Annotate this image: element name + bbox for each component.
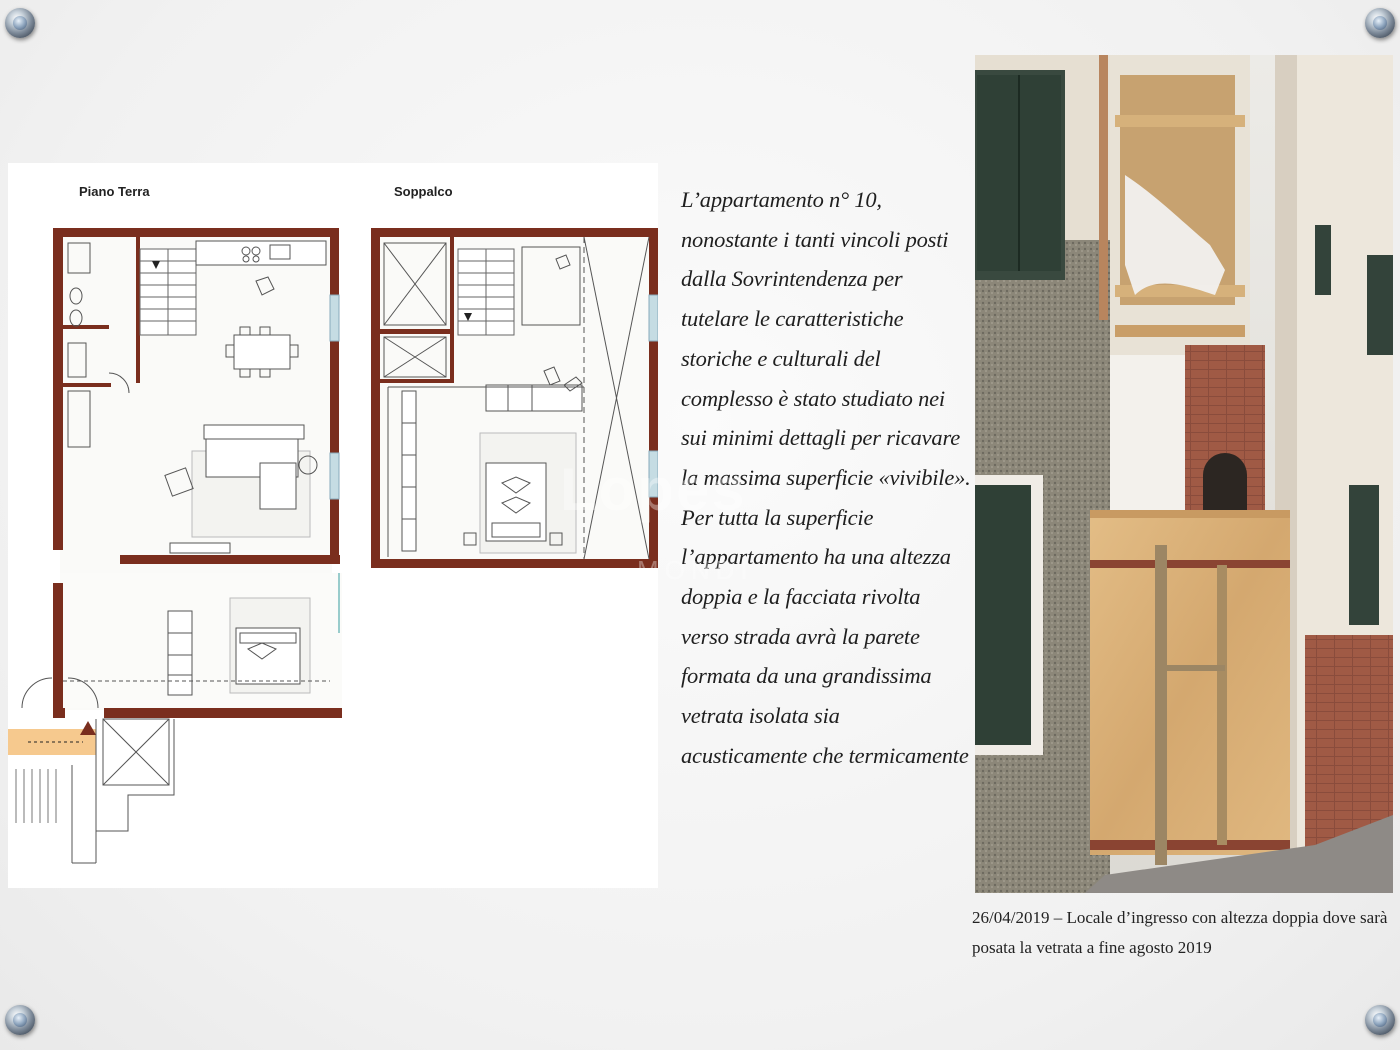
building-facade-drawing xyxy=(975,55,1393,893)
description-paragraph-2: Per tutta la superficie l’appartamento ha una altezza doppia e la facciata rivolta verso strada avrà la parete formata da una grandissima vetrata isolata sia acusticamente che termicamente xyxy=(681,504,969,768)
pushpin-icon xyxy=(5,1005,35,1035)
construction-photo xyxy=(975,55,1393,893)
pushpin-icon xyxy=(1365,1005,1395,1035)
floor-plan-drawing xyxy=(8,163,658,888)
photo-caption: 26/04/2019 – Locale d’ingresso con altezza doppia dove sarà posata la vetrata a fine agosto 2019 xyxy=(972,908,1388,957)
watermark-logo: Lopes xyxy=(560,456,747,523)
pushpin-icon xyxy=(1365,8,1395,38)
watermark-sub: MONDI xyxy=(637,555,754,585)
description-paragraph-1: L’appartamento n° 10, nonostante i tanti vincoli posti dalla Sovrintendenza per tutelare le caratteristiche storiche e culturali del complesso è stato studiato nei sui minimi dettagli per ricavare la massima superficie «vivibile». xyxy=(681,187,971,490)
pushpin-icon xyxy=(5,8,35,38)
mezzanine-label: Soppalco xyxy=(394,184,453,199)
ground-floor-label: Piano Terra xyxy=(79,184,150,199)
floor-plan-image xyxy=(8,163,658,888)
